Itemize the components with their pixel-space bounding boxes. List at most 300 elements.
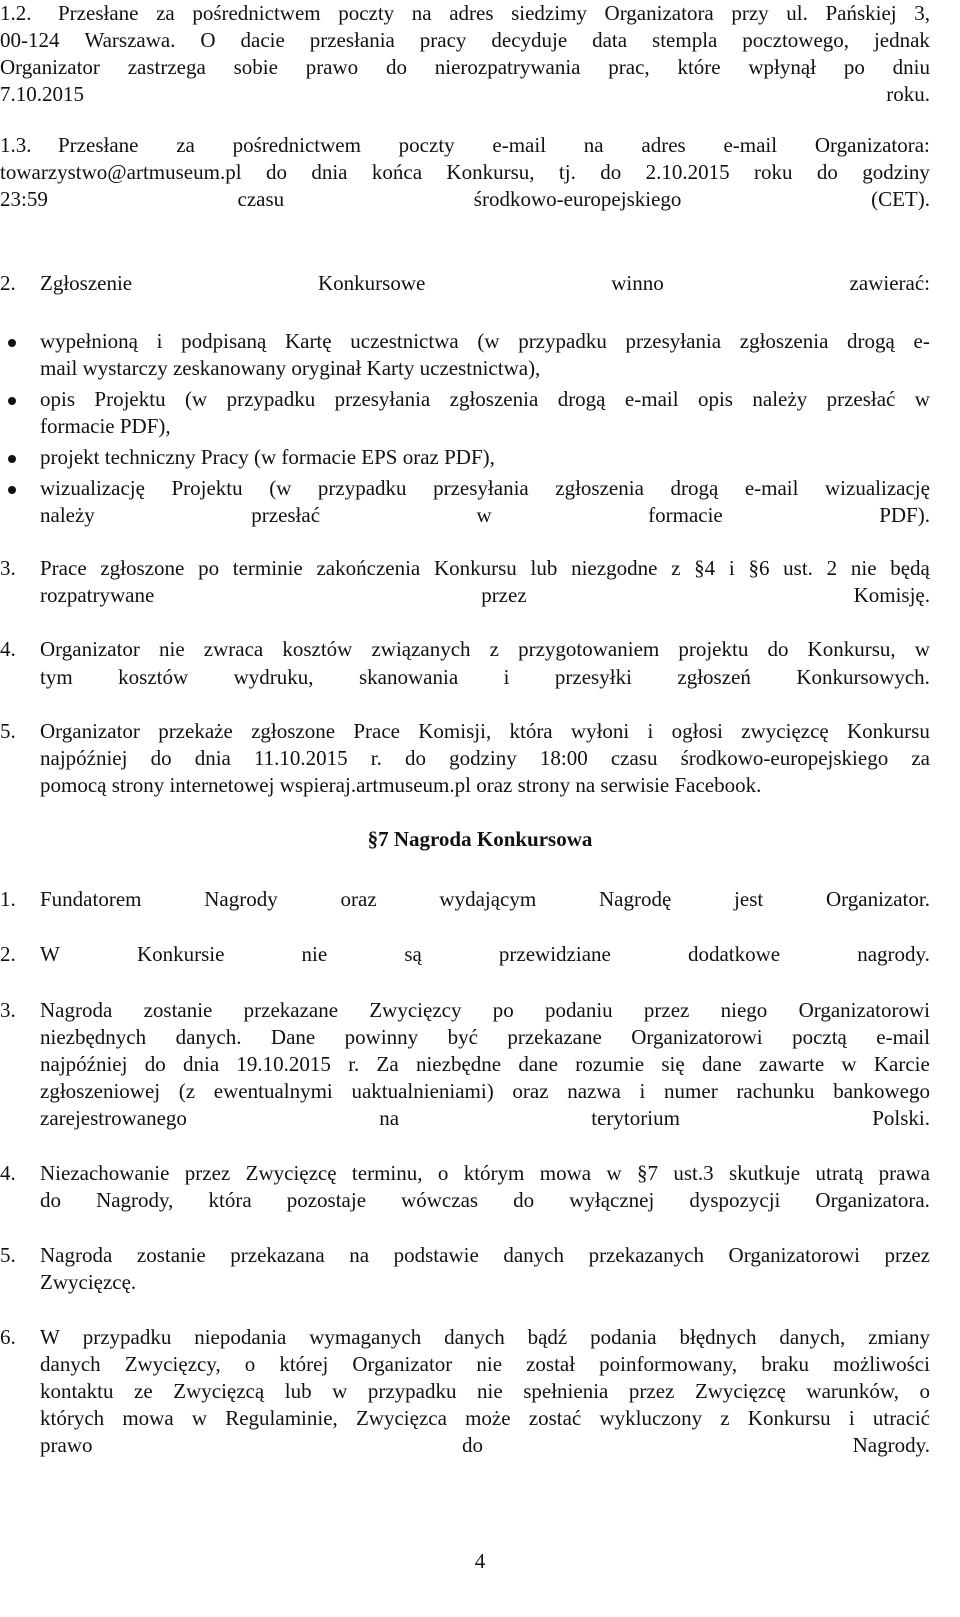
word: W [40,942,60,966]
word: za [911,746,930,770]
word: decyduje [491,28,568,52]
word: podania [590,1325,657,1349]
word: zawierać: [849,271,930,295]
word: zgłoszeń [677,665,751,689]
line-text [40,745,930,772]
word: Nagroda [40,998,113,1022]
word: w [914,637,930,661]
word: lub [284,1379,312,1403]
word: terminu, [351,1161,423,1185]
word: środkowo-europejskiego [680,746,889,770]
word: mowa [122,1406,174,1430]
word: dnia [183,1052,220,1076]
word: wpłynął [748,55,817,79]
word: Zwycięzcę [694,1379,786,1403]
page-number: 4 [474,1549,486,1573]
item-number: 4. [0,1161,16,1185]
word: pocztowego, [742,28,850,52]
word: przekazane [507,1025,602,1049]
word: przypadku [367,1379,457,1403]
paragraph-line [0,0,960,27]
line-text: projekt techniczny Pracy (w formacie EPS oraz PDF), [40,445,495,469]
word: wyłoni [570,719,630,743]
word: Polski. [872,1106,930,1130]
word: do [144,1052,166,1076]
word: bądź [527,1325,568,1349]
word: adres [449,1,494,25]
word: towarzystwo@artmuseum.pl [0,160,242,184]
bullet-item-line [0,355,960,382]
word: związanych [371,637,471,661]
word: roku. [886,82,930,106]
word: prac, [608,55,650,79]
word: 3, [914,1,930,25]
word: podpisaną [181,329,267,353]
word: Fundatorem [40,887,142,911]
word: do [385,55,407,79]
word: utracić [872,1406,930,1430]
word: czasu [237,187,285,211]
paragraph-line [0,718,960,745]
word: powinny [344,1025,419,1049]
item-number: 3. [0,998,16,1022]
word: czasu [610,746,658,770]
word: Nagrody, [96,1188,174,1212]
word: zostanie [136,1243,206,1267]
line-text [40,1024,930,1051]
word: r. [370,746,382,770]
line-text [40,997,930,1024]
word: Prace [353,719,400,743]
item-number: 5. [0,719,16,743]
word: o [244,1352,256,1376]
word: nie [301,942,328,966]
word: prawo [305,55,359,79]
item-number: 1.2. [0,1,32,25]
word: nie [850,556,877,580]
word: danych [444,1325,505,1349]
section-heading: §7 Nagroda Konkursowa [367,827,593,851]
word: do [40,1188,61,1212]
bullet-icon [8,397,16,405]
word: do [600,160,622,184]
word: wykluczony [599,1406,703,1430]
word: 00-124 [0,28,60,52]
word: nie [476,1352,503,1376]
word: przez [628,1379,675,1403]
word: (CET). [871,187,930,211]
word: skanowania [359,665,459,689]
word: dyspozycji [689,1188,781,1212]
word: Zwycięzcę [245,1161,337,1185]
word: przesyłania [334,387,431,411]
word: zawarte [758,1052,825,1076]
bullet-item-line [0,386,960,413]
word: Konkursowych. [796,665,930,689]
paragraph-line [0,941,960,968]
paragraph-line [0,1105,960,1132]
bullet-icon [8,339,16,347]
line-text [0,54,930,81]
word: do [405,746,426,770]
word: Organizatora: [814,133,930,157]
line-text: mail wystarczy zeskanowany oryginał Karty uczestnictwa), [40,356,541,380]
word: Karcie [873,1052,930,1076]
word: kosztów [282,637,353,661]
word: wydającym [439,887,537,911]
paragraph-line [0,1405,960,1432]
word: Organizator [40,719,140,743]
line-text [40,1160,930,1187]
word: przesłać [251,503,321,527]
word: przesłać [826,387,896,411]
word: O [200,28,216,52]
word: Zgłoszenie [40,271,133,295]
line-text [40,1405,930,1432]
word: przez [643,998,690,1022]
word: Komisję. [853,583,930,607]
word: Konkursu [847,719,930,743]
paragraph-line [0,1351,960,1378]
word: projektu [678,637,749,661]
word: w [476,503,492,527]
word: zostanie [143,998,213,1022]
paragraph-line [0,1324,960,1351]
word: dnia [311,160,348,184]
word: Nagrody [204,887,278,911]
line-text: Zwycięzcę. [40,1270,137,1294]
word: wyłącznej [569,1188,655,1212]
bullet-item-line [0,444,960,471]
word: tym [40,665,73,689]
line-text [58,0,930,27]
word: braku [761,1352,810,1376]
word: danych, [779,1325,846,1349]
word: wymaganych [309,1325,422,1349]
line-text [40,1187,930,1214]
word: winno [611,271,664,295]
word: §7 [636,1161,658,1185]
line-text [0,81,930,108]
line-text [40,1105,930,1132]
word: poinformowany, [599,1352,738,1376]
paragraph-line [0,1432,960,1459]
word: wizualizację [825,476,930,500]
word: prawo [40,1433,93,1457]
line-text [40,664,930,691]
paragraph-line [0,636,960,663]
word: przy [731,1,769,25]
word: pozostaje [286,1188,367,1212]
word: nie [159,637,185,661]
word: Warszawa. [84,28,176,52]
word: r. [348,1052,360,1076]
paragraph-line [0,772,960,799]
line-text [40,386,930,413]
paragraph-line [0,270,960,297]
word: za [176,133,195,157]
word: dodatkowe [687,942,781,966]
paragraph-line [0,555,960,582]
word: e-mail [876,1025,930,1049]
word: ogłosi [671,719,724,743]
word: przekazanych [588,1243,704,1267]
word: może [465,1406,511,1430]
word: z [489,637,499,661]
word: przypadku [82,1325,172,1349]
word: oraz [512,1079,549,1103]
word: zgłoszone [100,556,185,580]
word: przesyłki [554,665,632,689]
word: i [728,556,735,580]
word: prawa [878,1161,930,1185]
word: przypadku [317,476,407,500]
paragraph-line [0,582,960,609]
word: roku [754,160,793,184]
word: do [767,637,789,661]
word: data [592,28,628,52]
word: zostać [528,1406,582,1430]
word: której [279,1352,329,1376]
word: ze [134,1379,153,1403]
word: Projektu [171,476,243,500]
bullet-item-line [0,502,960,529]
word: którym [463,1161,525,1185]
word: stempla [652,28,718,52]
word: dane [518,1052,559,1076]
word: zgłoszenia [739,329,829,353]
item-number: 5. [0,1243,16,1267]
word: ust.3 [673,1161,714,1185]
word: niezgodne [571,556,658,580]
word: danych [40,1352,101,1376]
word: zgłoszenia [555,476,644,500]
word: Organizatorowi [728,1243,860,1267]
word: pośrednictwem [192,1,321,25]
word: przekazana [230,1243,325,1267]
word: siedzimy [511,1,587,25]
word: i [503,665,510,689]
word: Niezachowanie [40,1161,170,1185]
word: Konkursu [747,1406,831,1430]
paragraph-line [0,159,960,186]
word: o [919,1379,930,1403]
word: przygotowaniem [518,637,660,661]
word: jednak [873,28,930,52]
line-text [0,27,930,54]
paragraph-line [0,886,960,913]
word: na [583,133,604,157]
word: 18:00 [539,746,588,770]
word: dacie [240,28,285,52]
word: podaniu [545,998,613,1022]
word: które [677,55,721,79]
word: (w [477,329,500,353]
word: 2.10.2015 [645,160,730,184]
word: Dane [270,1025,316,1049]
item-number: 6. [0,1325,16,1349]
word: być [447,1025,478,1049]
word: Konkursu, [807,637,896,661]
word: zgłoszeniowej [40,1079,161,1103]
word: za [156,1,175,25]
line-text: formacie PDF), [40,414,171,438]
line-text [40,328,930,355]
line-text [40,886,930,913]
word: Organizator [0,55,100,79]
line-text [58,132,930,159]
word: ul. [786,1,808,25]
word: Kartę [284,329,332,353]
word: w [914,387,930,411]
word: Projektu [94,387,166,411]
word: §4 [694,556,716,580]
word: Przesłane [58,133,139,157]
paragraph-line [0,1242,960,1269]
paragraph-line [0,81,960,108]
word: Zwycięzcy [369,998,462,1022]
line-text [40,636,930,663]
word: Prace [40,556,87,580]
word: Konkursie [136,942,225,966]
word: przez [184,1161,231,1185]
word: dnia [194,746,231,770]
paragraph-line [0,132,960,159]
paragraph-line [0,54,960,81]
word: tj. [558,160,576,184]
word: kosztów [118,665,189,689]
word: zwycięzcę [741,719,829,743]
word: Konkursowe [318,271,426,295]
word: niepodania [194,1325,287,1349]
word: najpóźniej [40,1052,128,1076]
word: 23:59 [0,187,48,211]
word: Organizatorowi [631,1025,763,1049]
word: są [404,942,422,966]
word: na [411,1,432,25]
item-number: 3. [0,556,16,580]
word: zastrzega [127,55,206,79]
paragraph-line [0,1160,960,1187]
word: utratą [815,1161,864,1185]
word: zmiany [868,1325,930,1349]
word: 11.10.2015 [253,746,348,770]
word: danych [503,1243,564,1267]
word: nazwa [567,1079,621,1103]
word: (z [178,1079,196,1103]
word: Zwycięzca [355,1406,447,1430]
word: przewidziane [498,942,611,966]
word: niego [720,998,768,1022]
word: niezbędnych [40,1025,147,1049]
word: przypadku [518,329,607,353]
word: i [647,719,654,743]
word: Organizatora [604,1,714,25]
word: Zwycięzcy, [124,1352,221,1376]
word: do [150,746,172,770]
line-text [40,582,930,609]
line-text [40,1078,930,1105]
word: e-mail [723,133,778,157]
word: do [265,160,287,184]
paragraph-line [0,186,960,213]
word: w [332,1379,348,1403]
word: 2 [826,556,838,580]
word: drogą [847,329,895,353]
word: i [848,1406,855,1430]
word: zarejestrowanego [40,1106,187,1130]
paragraph-line [0,745,960,772]
word: przesyłania [433,476,529,500]
word: przekaże [158,719,233,743]
word: Nagrody. [852,1433,930,1457]
word: przesłania [309,28,395,52]
word: drogą [670,476,719,500]
bullet-item-line [0,328,960,355]
word: Organizatorowi [798,998,930,1022]
word: e- [913,329,930,353]
word: nagrody. [857,942,930,966]
line-text [40,1432,930,1459]
word: ewentualnymi [213,1079,333,1103]
word: się [661,1052,685,1076]
word: przekazane [243,998,339,1022]
line-text [40,1351,930,1378]
word: pracy [419,28,467,52]
word: drogą [557,387,606,411]
bullet-item-line [0,413,960,440]
word: po [198,556,220,580]
word: rozumie [575,1052,645,1076]
word: Regulaminie, [225,1406,338,1430]
word: godziny [862,160,930,184]
line-text [40,475,930,502]
word: końca [371,160,423,184]
word: po [492,998,514,1022]
word: przez [481,583,527,607]
word: Pańskiej [825,1,897,25]
word: uaktualnieniami) [351,1079,494,1103]
line-text [40,1242,930,1269]
word: spełnienia [523,1379,609,1403]
word: e-mail [744,476,799,500]
item-number: 2. [0,942,16,966]
word: na [379,1106,400,1130]
paragraph-line [0,27,960,54]
word: dniu [892,55,930,79]
word: 19.10.2015 [236,1052,331,1076]
word: podstawie [393,1243,479,1267]
line-text [40,1324,930,1351]
word: bankowego [833,1079,930,1103]
word: niezbędne [415,1052,502,1076]
word: pocztą [792,1025,847,1049]
word: danych. [175,1025,242,1049]
paragraph-line [0,1024,960,1051]
word: zwraca [203,637,264,661]
word: w [606,1161,622,1185]
paragraph-line [0,1187,960,1214]
word: zakończenia [316,556,421,580]
paragraph-line [0,1051,960,1078]
word: na [349,1243,370,1267]
word: możliwości [833,1352,930,1376]
word: która [208,1188,252,1212]
word: o [437,1161,449,1185]
word: nie [477,1379,503,1403]
item-number: 1. [0,887,16,911]
word: do [816,160,838,184]
